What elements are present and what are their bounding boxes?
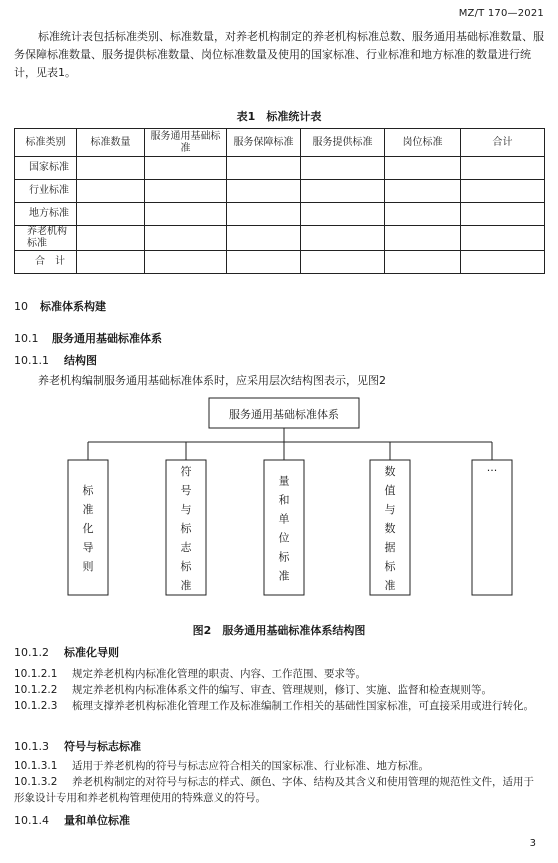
section-title: 量和单位标准 (64, 814, 130, 827)
section-10-1-1-text: 养老机构编制服务通用基础标准体系时，应采用层次结构图表示，见图2 (38, 374, 386, 387)
section-10-1-heading (14, 330, 162, 346)
clause-number: 10.1.3.1 (14, 760, 58, 772)
child-label: ··· (486, 464, 498, 477)
clause-text: 养老机构制定的对符号与标志的样式、颜色、字体、结构及其含义和使用管理的规范性文件，适用于形象设计专用和养老机构管理使用的特殊意义的符号。 (14, 776, 534, 804)
header-cell: 岗位标准 (385, 129, 461, 157)
row-label: 行业标准 (15, 180, 77, 203)
child-label: 数值与数据标准 (384, 465, 396, 592)
row-label: 地方标准 (15, 203, 77, 226)
header-cell: 服务提供标准 (301, 129, 385, 157)
section-title: 符号与标志标准 (64, 740, 141, 753)
section-10-1-3-heading (14, 738, 141, 754)
section-10-1-1-heading (14, 352, 97, 368)
section-10-1-2-heading (14, 644, 119, 660)
row-label: 国家标准 (15, 157, 77, 180)
section-number: 10.1.2 (14, 646, 49, 659)
clause-text: 规定养老机构内标准化管理的职责、内容、工作范围、要求等。 (72, 668, 366, 680)
row-label: 养老机构标准 (15, 226, 77, 251)
header-cell: 服务通用基础标准 (145, 129, 227, 157)
table-header-row (15, 129, 545, 157)
section-number: 10.1 (14, 332, 39, 345)
clause-number: 10.1.2.3 (14, 700, 58, 712)
section-title: 标准体系构建 (40, 300, 106, 313)
child-label: 符号与标志标准 (180, 465, 192, 592)
header-cell: 合计 (461, 129, 545, 157)
child-nodes (68, 442, 512, 595)
child-label: 标准化导则 (82, 484, 94, 573)
clause-text: 适用于养老机构的符号与标志应符合相关的国家标准、行业标准、地方标准。 (72, 760, 429, 772)
figure-2-hierarchy-diagram (0, 390, 558, 615)
header-cell: 标准类别 (15, 129, 77, 157)
clause-10-1-2-1 (14, 666, 544, 682)
standards-statistics-table (14, 128, 545, 274)
section-title: 服务通用基础标准体系 (52, 332, 162, 345)
table-row (15, 203, 545, 226)
header-cell: 服务保障标准 (227, 129, 301, 157)
child-box (472, 460, 512, 595)
table-caption: 表1 标准统计表 (236, 110, 322, 123)
clause-10-1-2-2 (14, 682, 544, 698)
clause-number: 10.1.3.2 (14, 776, 58, 788)
clause-text: 梳理支撑养老机构标准化管理工作及标准编制工作相关的基础性国家标准，可直接采用或进行转化。 (72, 700, 534, 712)
clause-10-1-3-2 (14, 774, 544, 806)
row-label: 合 计 (15, 251, 77, 274)
figure-caption: 图2 服务通用基础标准体系结构图 (192, 624, 366, 637)
table-row (15, 251, 545, 274)
table-row (15, 226, 545, 251)
section-number: 10.1.4 (14, 814, 49, 827)
clause-number: 10.1.2.2 (14, 684, 58, 696)
page-number: 3 (529, 838, 536, 849)
header-cell: 标准数量 (77, 129, 145, 157)
section-10-1-4-heading (14, 812, 130, 828)
table-row (15, 180, 545, 203)
document-code: MZ/T 170—2021 (458, 8, 544, 19)
clause-10-1-3-1 (14, 758, 544, 774)
section-number: 10.1.3 (14, 740, 49, 753)
section-title: 结构图 (64, 354, 97, 367)
root-label: 服务通用基础标准体系 (229, 408, 339, 421)
section-title: 标准化导则 (64, 646, 119, 659)
clause-10-1-2-3 (14, 698, 544, 714)
clause-text: 规定养老机构内标准体系文件的编写、审查、管理规则，修订、实施、监督和检查规则等。 (72, 684, 492, 696)
section-10-heading (14, 298, 106, 314)
section-number: 10 (14, 300, 28, 313)
table-row (15, 157, 545, 180)
child-label: 量和单位标准 (278, 474, 290, 583)
clause-number: 10.1.2.1 (14, 668, 58, 680)
section-number: 10.1.1 (14, 354, 49, 367)
intro-paragraph: 标准统计表包括标准类别、标准数量，对养老机构制定的养老机构标准总数、服务通用基础标准数量、服务保障标准数量、服务提供标准数量、岗位标准数量及使用的国家标准、行业标准和地方标准的数量进行统计，见表1。 (14, 30, 544, 79)
